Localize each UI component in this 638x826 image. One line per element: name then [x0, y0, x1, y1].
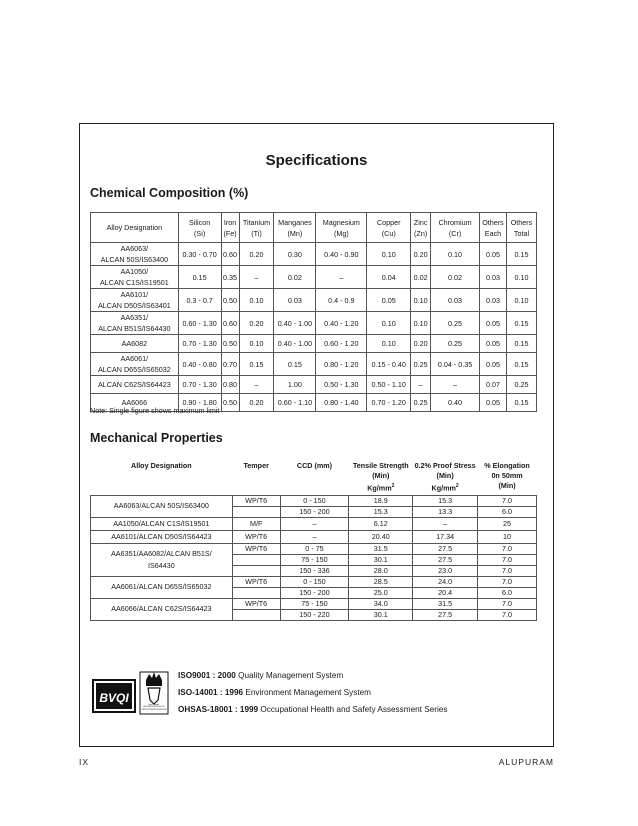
- alloy-name-cell: AA6066: [91, 394, 179, 412]
- chem-value-cell: 0.10: [411, 312, 431, 335]
- chem-value-cell: 0.20: [239, 243, 274, 266]
- chem-value-cell: 0.05: [480, 312, 507, 335]
- page-number: IX: [79, 757, 90, 767]
- chem-value-cell: 0.10: [506, 266, 536, 289]
- chem-value-cell: 0.02: [411, 266, 431, 289]
- chem-row: [91, 266, 537, 289]
- proof-cell: 17.34: [413, 530, 478, 543]
- chem-value-cell: 0.70: [221, 353, 239, 376]
- proof-cell: 31.5: [413, 598, 478, 609]
- chem-row: [91, 353, 537, 376]
- chem-header-1: Silicon (Si): [178, 213, 221, 243]
- chemical-note: Note: Single figure shows maximum limit: [90, 406, 220, 415]
- mech-alloy-cell: AA6061/ALCAN D65S/IS65032: [91, 576, 233, 598]
- temper-cell: WP/T6: [232, 530, 280, 543]
- chem-value-cell: 0.20: [411, 243, 431, 266]
- chem-value-cell: 0.50 - 1.10: [367, 376, 411, 394]
- chem-header-0: Alloy Designation: [91, 213, 179, 243]
- mech-header-3: Tensile Strength (Min) $Kg/mm^2$: [349, 457, 413, 495]
- chem-value-cell: 0.15 - 0.40: [367, 353, 411, 376]
- chem-value-cell: 0.15: [178, 266, 221, 289]
- ccd-cell: 75 - 150: [280, 554, 349, 565]
- proof-cell: 27.5: [413, 543, 478, 554]
- chem-value-cell: 0.80 - 1.40: [316, 394, 367, 412]
- chem-value-cell: 0.15: [506, 243, 536, 266]
- tensile-cell: 31.5: [349, 543, 413, 554]
- chem-value-cell: 0.60: [221, 243, 239, 266]
- elongation-cell: 7.0: [478, 609, 537, 620]
- elongation-cell: 6.0: [478, 587, 537, 598]
- iso-line: [178, 705, 447, 714]
- temper-cell: [232, 554, 280, 565]
- accreditation-badge-text: NATIONAL ACCREDITATION OF CERTIFICATION BODIES: [141, 704, 167, 711]
- proof-cell: –: [413, 517, 478, 530]
- chem-value-cell: –: [411, 376, 431, 394]
- tensile-cell: 25.0: [349, 587, 413, 598]
- chem-value-cell: 0.50 - 1.30: [316, 376, 367, 394]
- mech-row: [91, 598, 537, 609]
- chem-value-cell: 0.03: [274, 289, 316, 312]
- chem-value-cell: 0.10: [411, 289, 431, 312]
- chem-value-cell: 0.30 - 0.70: [178, 243, 221, 266]
- temper-cell: WP/T6: [232, 543, 280, 554]
- temper-cell: [232, 565, 280, 576]
- temper-cell: WP/T6: [232, 495, 280, 506]
- mech-row: [91, 530, 537, 543]
- chem-value-cell: 0.20: [239, 312, 274, 335]
- elongation-cell: 10: [478, 530, 537, 543]
- chem-value-cell: 0.07: [480, 376, 507, 394]
- chem-value-cell: 0.40 - 1.00: [274, 335, 316, 353]
- ccd-cell: 150 - 336: [280, 565, 349, 576]
- tensile-cell: 30.1: [349, 609, 413, 620]
- chem-value-cell: –: [239, 266, 274, 289]
- elongation-cell: 25: [478, 517, 537, 530]
- tensile-cell: 28.0: [349, 565, 413, 576]
- chem-value-cell: 0.03: [480, 289, 507, 312]
- chem-value-cell: 0.10: [239, 289, 274, 312]
- alloy-name-cell: ALCAN C62S/IS64423: [91, 376, 179, 394]
- chem-value-cell: 0.70 - 1.20: [367, 394, 411, 412]
- chem-value-cell: 0.50: [221, 335, 239, 353]
- mechanical-table: [90, 457, 537, 621]
- ccd-cell: 150 - 200: [280, 587, 349, 598]
- temper-cell: [232, 506, 280, 517]
- chem-header-2: Iron (Fe): [221, 213, 239, 243]
- chemical-table: [90, 212, 537, 412]
- iso-description: Occupational Health and Safety Assessment Series: [258, 705, 448, 714]
- iso-line: [178, 688, 371, 697]
- chem-value-cell: 0.15: [239, 353, 274, 376]
- iso-description: Environment Management System: [243, 688, 371, 697]
- chem-value-cell: 0.25: [431, 335, 480, 353]
- mech-header-5: % Elongation 0n 50mm (Min): [478, 457, 537, 495]
- alloy-name-cell: AA6063/ ALCAN 50S/IS63400: [91, 243, 179, 266]
- spec-frame: [79, 123, 554, 747]
- mech-alloy-cell: AA6066/ALCAN C62S/IS64423: [91, 598, 233, 620]
- mech-alloy-cell: AA1050/ALCAN C1S/IS19501: [91, 517, 233, 530]
- chem-value-cell: 0.70 - 1.30: [178, 376, 221, 394]
- chem-value-cell: 0.20: [239, 394, 274, 412]
- chem-value-cell: 0.20: [411, 335, 431, 353]
- chem-header-8: Chromium (Cr): [431, 213, 480, 243]
- chem-value-cell: 0.90 - 1.80: [178, 394, 221, 412]
- chem-value-cell: 0.40 - 1.20: [316, 312, 367, 335]
- chem-value-cell: 0.60 - 1.10: [274, 394, 316, 412]
- chem-value-cell: 0.40 - 0.90: [316, 243, 367, 266]
- elongation-cell: 7.0: [478, 543, 537, 554]
- chem-value-cell: 0.05: [480, 394, 507, 412]
- tensile-cell: 28.5: [349, 576, 413, 587]
- mech-row: [91, 495, 537, 506]
- footer-brand: ALUPURAM: [498, 757, 554, 767]
- chem-value-cell: 0.35: [221, 266, 239, 289]
- iso-line: [178, 671, 343, 680]
- chem-value-cell: 0.10: [367, 335, 411, 353]
- chem-header-4: Manganes (Mn): [274, 213, 316, 243]
- elongation-cell: 6.0: [478, 506, 537, 517]
- chem-value-cell: 0.80 - 1.20: [316, 353, 367, 376]
- proof-cell: 27.5: [413, 609, 478, 620]
- chem-value-cell: 0.15: [506, 335, 536, 353]
- chem-value-cell: 0.40 - 1.00: [274, 312, 316, 335]
- chem-row: [91, 376, 537, 394]
- tensile-cell: 30.1: [349, 554, 413, 565]
- alloy-name-cell: AA6061/ ALCAN D65S/IS65032: [91, 353, 179, 376]
- iso-code: ISO9001 : 2000: [178, 671, 236, 680]
- chem-value-cell: 0.15: [506, 353, 536, 376]
- chem-value-cell: 0.60 - 1.30: [178, 312, 221, 335]
- chem-value-cell: 0.02: [274, 266, 316, 289]
- chem-value-cell: 0.15: [506, 312, 536, 335]
- chem-value-cell: 0.15: [274, 353, 316, 376]
- iso-code: ISO-14001 : 1996: [178, 688, 244, 697]
- mech-row: [91, 543, 537, 554]
- mech-row: [91, 517, 537, 530]
- chem-value-cell: 0.40: [431, 394, 480, 412]
- chem-value-cell: 0.50: [221, 394, 239, 412]
- chem-row: [91, 335, 537, 353]
- temper-cell: [232, 587, 280, 598]
- chem-value-cell: 0.25: [411, 353, 431, 376]
- chem-value-cell: 0.04: [367, 266, 411, 289]
- iso-description: Quality Management System: [235, 671, 344, 680]
- ccd-cell: 150 - 200: [280, 506, 349, 517]
- mech-row: [91, 576, 537, 587]
- chem-value-cell: 0.3 - 0.7: [178, 289, 221, 312]
- temper-cell: WP/T6: [232, 576, 280, 587]
- ccd-cell: –: [280, 517, 349, 530]
- proof-cell: 27.5: [413, 554, 478, 565]
- temper-cell: [232, 609, 280, 620]
- tensile-cell: 15.3: [349, 506, 413, 517]
- elongation-cell: 7.0: [478, 576, 537, 587]
- alloy-name-cell: AA1050/ ALCAN C1S/IS19501: [91, 266, 179, 289]
- chem-value-cell: 0.10: [506, 289, 536, 312]
- alloy-name-cell: AA6101/ ALCAN D50S/IS63401: [91, 289, 179, 312]
- mechanical-heading: Mechanical Properties: [90, 431, 223, 445]
- ccd-cell: 75 - 150: [280, 598, 349, 609]
- proof-cell: 15.3: [413, 495, 478, 506]
- proof-cell: 23.0: [413, 565, 478, 576]
- chem-value-cell: 0.60 - 1.20: [316, 335, 367, 353]
- chem-value-cell: 0.03: [480, 266, 507, 289]
- chemical-heading: Chemical Composition (%): [90, 186, 249, 200]
- ccd-cell: 0 - 150: [280, 576, 349, 587]
- temper-cell: M/F: [232, 517, 280, 530]
- ccd-cell: 0 - 150: [280, 495, 349, 506]
- mech-header-1: Temper: [232, 457, 280, 495]
- chem-value-cell: 0.25: [411, 394, 431, 412]
- elongation-cell: 7.0: [478, 554, 537, 565]
- chem-value-cell: 0.30: [274, 243, 316, 266]
- tensile-cell: 18.9: [349, 495, 413, 506]
- chem-value-cell: –: [239, 376, 274, 394]
- chem-row: [91, 243, 537, 266]
- alloy-name-cell: AA6082: [91, 335, 179, 353]
- chem-value-cell: 0.04 - 0.35: [431, 353, 480, 376]
- chem-value-cell: 0.02: [431, 266, 480, 289]
- ccd-cell: 0 - 75: [280, 543, 349, 554]
- ccd-cell: –: [280, 530, 349, 543]
- mech-header-2: CCD (mm): [280, 457, 349, 495]
- elongation-cell: 7.0: [478, 565, 537, 576]
- bvqi-logo-text: BVQI: [99, 691, 129, 705]
- chem-value-cell: 0.03: [431, 289, 480, 312]
- chem-value-cell: 0.05: [480, 243, 507, 266]
- chem-row: [91, 289, 537, 312]
- chem-value-cell: 0.10: [367, 243, 411, 266]
- chem-value-cell: 0.10: [239, 335, 274, 353]
- iso-code: OHSAS-18001 : 1999: [178, 705, 259, 714]
- temper-cell: WP/T6: [232, 598, 280, 609]
- chem-value-cell: 1.00: [274, 376, 316, 394]
- mech-alloy-cell: AA6101/ALCAN D50S/IS64423: [91, 530, 233, 543]
- chem-value-cell: 0.05: [480, 353, 507, 376]
- chem-value-cell: 0.15: [506, 394, 536, 412]
- chem-value-cell: 0.40 - 0.80: [178, 353, 221, 376]
- chem-value-cell: 0.10: [367, 312, 411, 335]
- elongation-cell: 7.0: [478, 495, 537, 506]
- mech-alloy-cell: AA6351/AA6082/ALCAN B51S/ IS64430: [91, 543, 233, 576]
- chem-header-10: Others Total: [506, 213, 536, 243]
- alloy-name-cell: AA6351/ ALCAN B51S/IS64430: [91, 312, 179, 335]
- chem-value-cell: –: [431, 376, 480, 394]
- bvqi-certification-logo: [92, 666, 172, 718]
- chem-value-cell: 0.05: [480, 335, 507, 353]
- chem-value-cell: 0.4 - 0.9: [316, 289, 367, 312]
- proof-cell: 13.3: [413, 506, 478, 517]
- chem-value-cell: –: [316, 266, 367, 289]
- tensile-cell: 34.0: [349, 598, 413, 609]
- chem-header-9: Others Each: [480, 213, 507, 243]
- chem-value-cell: 0.05: [367, 289, 411, 312]
- mech-header-4: 0.2% Proof Stress (Min) $Kg/mm^2$: [413, 457, 478, 495]
- chem-value-cell: 0.10: [431, 243, 480, 266]
- tensile-cell: 6.12: [349, 517, 413, 530]
- chem-header-3: Titanium (Ti): [239, 213, 274, 243]
- mech-alloy-cell: AA6063/ALCAN 50S/IS63400: [91, 495, 233, 517]
- chem-value-cell: 0.50: [221, 289, 239, 312]
- elongation-cell: 7.0: [478, 598, 537, 609]
- mech-header-0: Alloy Designation: [91, 457, 233, 495]
- chem-value-cell: 0.70 - 1.30: [178, 335, 221, 353]
- chem-value-cell: 0.25: [431, 312, 480, 335]
- chem-row: [91, 312, 537, 335]
- ccd-cell: 150 - 220: [280, 609, 349, 620]
- chem-value-cell: 0.80: [221, 376, 239, 394]
- tensile-cell: 20.40: [349, 530, 413, 543]
- page-title: Specifications: [265, 152, 368, 169]
- chem-header-5: Magnesium (Mg): [316, 213, 367, 243]
- proof-cell: 24.0: [413, 576, 478, 587]
- chem-header-6: Copper (Cu): [367, 213, 411, 243]
- proof-cell: 20.4: [413, 587, 478, 598]
- chem-value-cell: 0.60: [221, 312, 239, 335]
- chem-header-7: Zinc (Zn): [411, 213, 431, 243]
- chem-value-cell: 0.25: [506, 376, 536, 394]
